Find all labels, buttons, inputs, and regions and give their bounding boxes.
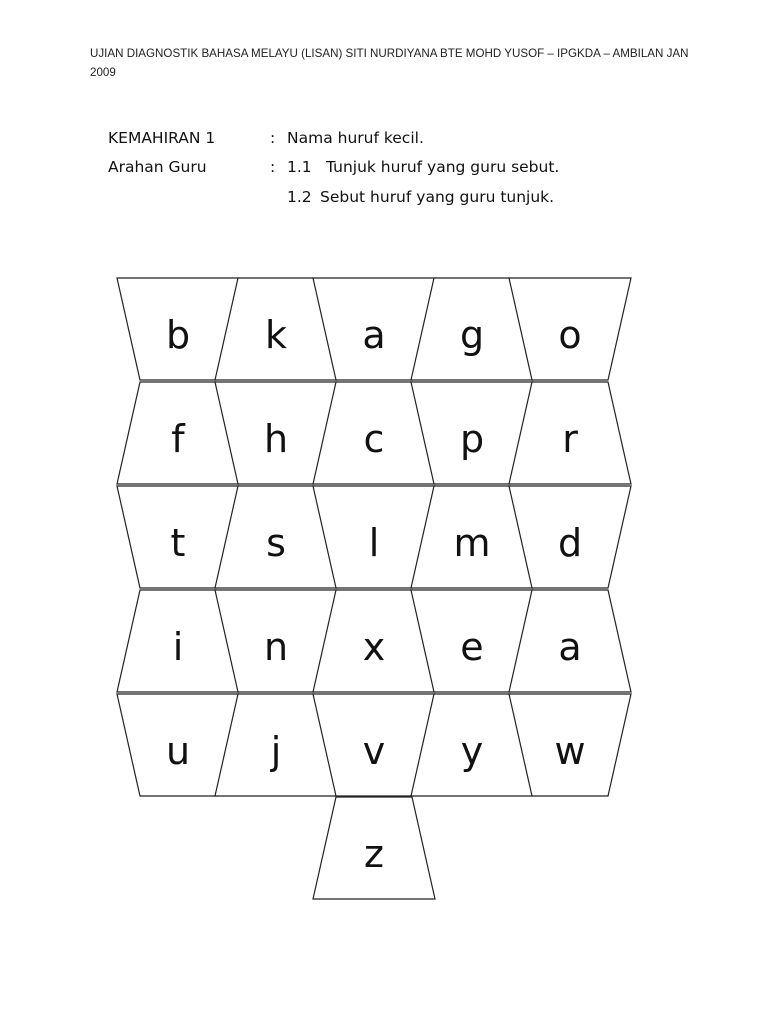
teacher-instruction-label: Arahan Guru	[108, 158, 207, 176]
skill-value: Nama huruf kecil.	[287, 129, 424, 147]
step-text-2: Sebut huruf yang guru tunjuk.	[320, 188, 555, 206]
letter-tile-label: e	[460, 625, 484, 669]
letter-tile-label: c	[363, 417, 385, 461]
letter-tile-label: n	[263, 625, 289, 669]
letter-tile-label: l	[368, 521, 380, 565]
letter-tile-label: b	[165, 313, 191, 357]
letter-tile-label: p	[459, 417, 485, 461]
letter-tile-label: h	[263, 417, 289, 461]
letter-tile-label: m	[453, 521, 491, 565]
letter-tile-label: u	[165, 729, 191, 773]
step-number-2: 1.2	[287, 188, 312, 206]
letter-tile-label: g	[459, 313, 485, 357]
letter-tile-label: r	[562, 417, 578, 461]
letter-tile-label: v	[362, 729, 386, 773]
step-text-1: Tunjuk huruf yang guru sebut.	[326, 158, 560, 176]
letter-tile-label: a	[558, 625, 582, 669]
skill-label: KEMAHIRAN 1	[108, 129, 216, 147]
letter-tile-label: j	[270, 729, 282, 773]
letter-tile-label: t	[170, 521, 186, 565]
letter-tile[interactable]	[313, 797, 435, 899]
letter-tile-label: x	[362, 625, 386, 669]
skill-separator: :	[270, 129, 276, 147]
letter-tile-label: a	[362, 313, 386, 357]
letter-tile-label: z	[364, 832, 384, 876]
letter-tile-label: o	[558, 313, 582, 357]
teacher-instruction-separator: :	[270, 158, 276, 176]
letter-tile-label: k	[264, 313, 288, 357]
letter-tile-label: i	[172, 625, 184, 669]
step-number-1: 1.1	[287, 158, 312, 176]
letter-tile-label: s	[266, 521, 286, 565]
letter-tile-label: f	[171, 417, 185, 461]
letter-tile-label: w	[554, 729, 586, 773]
letter-tile-label: d	[557, 521, 583, 565]
document-header: UJIAN DIAGNOSTIK BAHASA MELAYU (LISAN) SITI NURDIYANA BTE MOHD YUSOF – IPGKDA – AMBILAN JAN 2009	[90, 47, 689, 79]
letter-tile-label: y	[460, 729, 484, 773]
